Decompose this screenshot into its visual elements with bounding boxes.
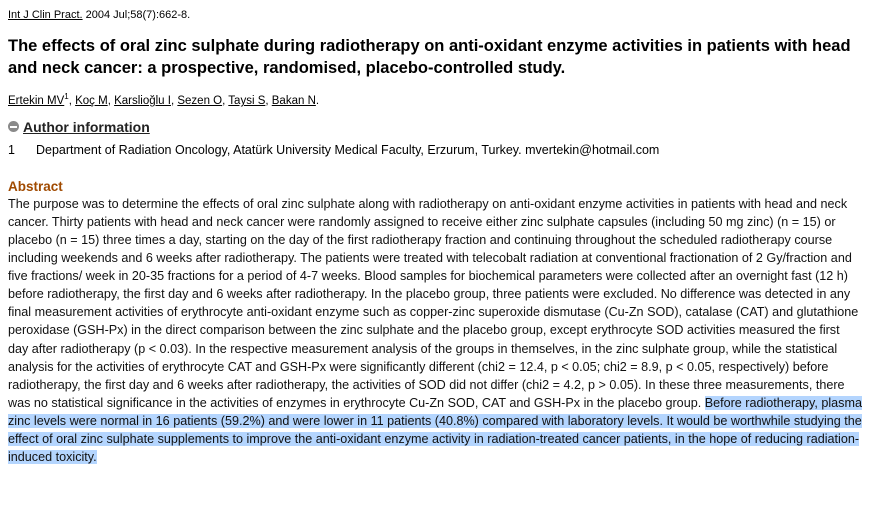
abstract-text: The purpose was to determine the effects of oral zinc sulphate along with radiotherapy on anti-oxidant enzyme activities in patients with head and neck cancer. Thirty patients with head and neck cancer were randomly assigned to receive either zinc sulphate capsules (including 50 mg zinc) (n = 15) or placebo (n = 15) three times a day, starting on the day of the first radiotherapy fraction and continuing throughout the scheduled radiotherapy course including weekends and 6 weeks after radiotherapy. The patients were treated with telecobalt radiation at conventional fractionation of 2 Gy/fraction and five fractions/ week in 20-35 fractions for a period of 4-7 weeks. Blood samples for biochemical parameters were collected after an overnight fast (12 h) before radiotherapy, the first day and 6 weeks after radiotherapy. In the placebo group, three patients were excluded. No difference was detected in any final measurement activities of erythrocyte anti-oxidant enzyme such as copper-zinc superoxide dismutase (Cu-Zn SOD), catalase (CAT) and glutathione peroxidase (GSH-Px) in the direct comparison between the zinc sulphate and the placebo group, except erythrocyte SOD activities measured the first day after radiotherapy (p < 0.03). In the respective measurement analysis of the groups in themselves, in the zinc sulphate group, while the statistical analysis for the activities of erythrocyte CAT and GSH-Px were significantly different (chi2 = 12.4, p < 0.05; chi2 = 8.9, p < 0.05, respectively) before radiotherapy, the first day and 6 weeks after radiotherapy, the activities of SOD did not differ (chi2 = 4.2, p > 0.05). In these three measurements, there was no statistical significance in the activities of enzymes in erythrocyte Cu-Zn SOD, CAT and GSH-Px in the placebo group. [8, 196, 859, 410]
author-link-4[interactable]: Sezen O [177, 94, 223, 107]
author-link-6[interactable]: Bakan N [271, 94, 316, 107]
article-title: The effects of oral zinc sulphate during radiotherapy on anti-oxidant enzyme activities in patients with head and neck cancer: a prospective, randomised, placebo-controlled study. [8, 37, 851, 77]
author-info-label[interactable]: Author information [23, 118, 150, 135]
abstract-heading: Abstract [8, 178, 63, 194]
affiliation-text: Department of Radiation Oncology, Atatürk University Medical Faculty, Erzurum, Turkey. mvertekin@hotmail.com [36, 142, 660, 157]
collapse-minus-icon[interactable] [8, 121, 19, 132]
citation-details: 2004 Jul;58(7):662-8. [82, 9, 191, 21]
author-link-3[interactable]: Karslioğlu I [114, 94, 171, 107]
author-affiliation-sup: 1 [64, 92, 69, 101]
abstract-selected-text: Before radiotherapy, plasma zinc levels were normal in 16 patients (59.2%) and were lower in 11 patients (40.8%) compared with laboratory levels. It would be worthwhile studying the effect of oral zinc sulphate supplements to improve the anti-oxidant enzyme activity in radiation-treated cancer patients, in the hope of reducing radiation-induced toxicity. [8, 395, 862, 465]
affiliation-number: 1 [8, 142, 15, 157]
author-info-toggle[interactable] [8, 118, 863, 136]
article-page [0, 8, 871, 466]
author-list: Ertekin $MV^1$, Koç M, Karslioğlu I, Sezen O, Taysi S, Bakan N. [8, 92, 320, 107]
author-link-2[interactable]: Koç M [75, 94, 108, 107]
author-link-1[interactable]: Ertekin MV [8, 94, 65, 107]
author-link-5[interactable]: Taysi S [228, 94, 266, 107]
citation-line [8, 8, 863, 23]
affiliation-row [8, 142, 863, 158]
journal-link[interactable]: Int J Clin Pract. [8, 9, 83, 21]
abstract-body [8, 195, 863, 466]
